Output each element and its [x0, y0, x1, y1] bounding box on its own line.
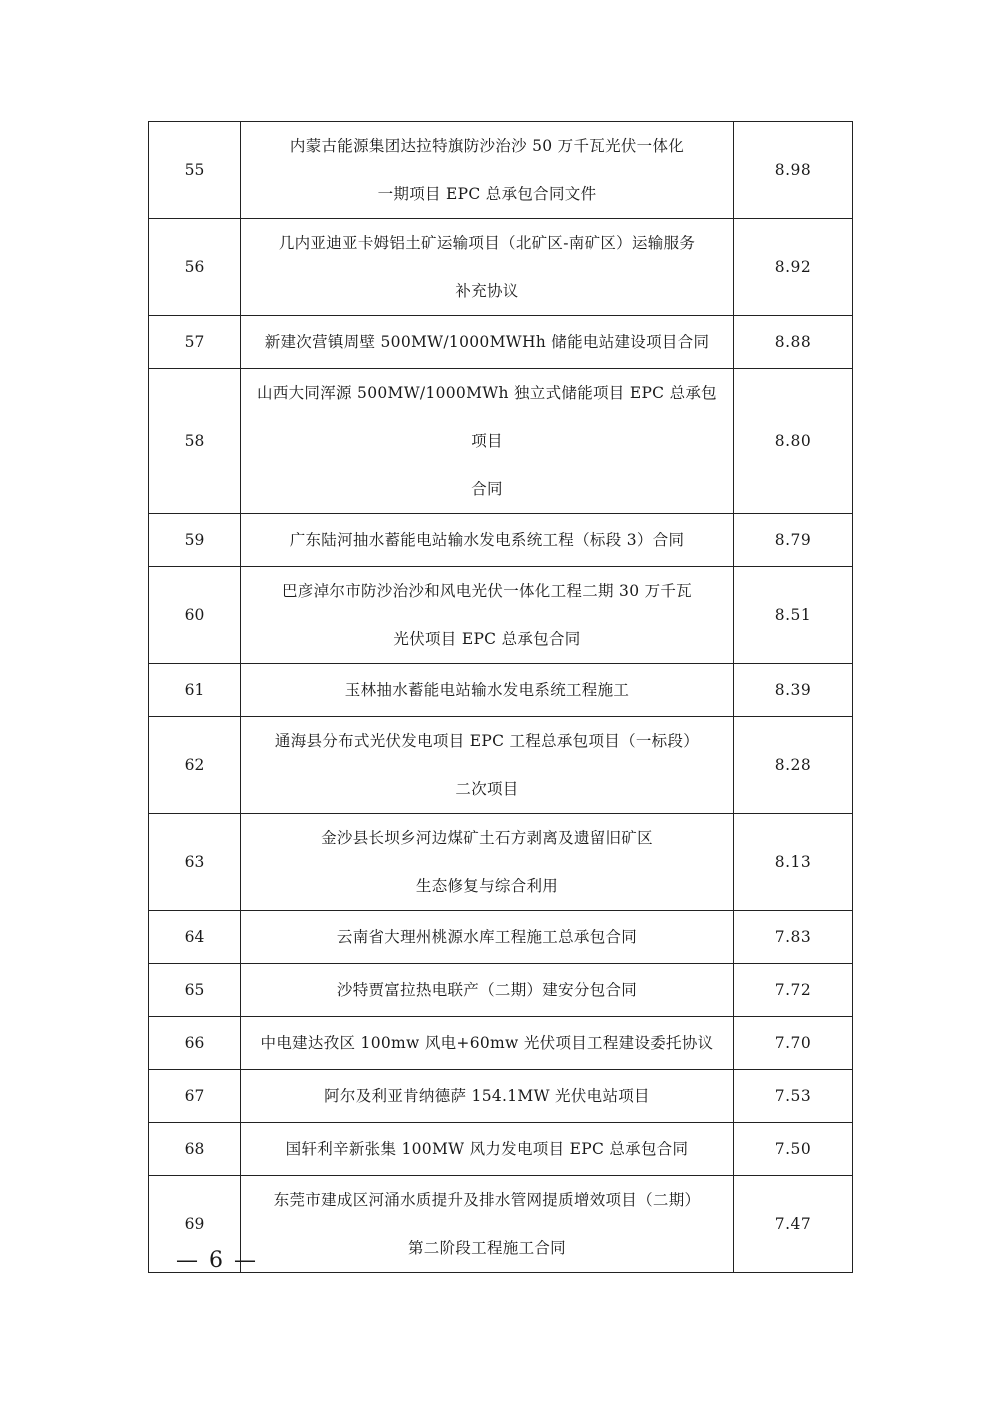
page-number: — 6 — [176, 1248, 258, 1273]
table-row [149, 219, 853, 316]
project-name-line: 巴彦淖尔市防沙治沙和风电光伏一体化工程二期 30 万千瓦 [282, 582, 692, 600]
project-name-line: 一期项目 EPC 总承包合同文件 [377, 185, 597, 203]
table-row [149, 911, 853, 964]
table-row [149, 964, 853, 1017]
project-name-line: 二次项目 [455, 780, 519, 798]
project-name-line: 沙特贾富拉热电联产（二期）建安分包合同 [336, 981, 638, 999]
project-name [241, 122, 734, 219]
row-number: 69 [149, 1176, 241, 1273]
contract-value: 7.72 [734, 964, 853, 1017]
table-row [149, 369, 853, 514]
contract-value: 8.98 [734, 122, 853, 219]
table-row [149, 514, 853, 567]
row-number: 60 [149, 567, 241, 664]
project-name-line: 光伏项目 EPC 总承包合同 [393, 630, 581, 648]
contract-value: 8.92 [734, 219, 853, 316]
project-name-line: 国轩利辛新张集 100MW 风力发电项目 EPC 总承包合同 [285, 1140, 689, 1158]
row-number: 58 [149, 369, 241, 514]
project-name-line: 中电建达孜区 100mw 风电+60mw 光伏项目工程建设委托协议 [260, 1034, 714, 1052]
row-number: 63 [149, 814, 241, 911]
project-name [241, 1017, 734, 1070]
project-name [241, 1070, 734, 1123]
table-row [149, 664, 853, 717]
project-name [241, 514, 734, 567]
project-name-line: 金沙县长坝乡河边煤矿土石方剥离及遗留旧矿区 [321, 829, 653, 847]
contract-value: 8.39 [734, 664, 853, 717]
project-name-line: 几内亚迪亚卡姆铝土矿运输项目（北矿区-南矿区）运输服务 [278, 234, 696, 252]
project-name-line: 广东陆河抽水蓄能电站输水发电系统工程（标段 3）合同 [289, 531, 685, 549]
row-number: 68 [149, 1123, 241, 1176]
row-number: 56 [149, 219, 241, 316]
project-name [241, 964, 734, 1017]
project-name-line: 生态修复与综合利用 [415, 877, 559, 895]
project-name-line: 山西大同浑源 500MW/1000MWh 独立式储能项目 EPC 总承包项目 [257, 384, 717, 450]
table-row [149, 316, 853, 369]
table-row [149, 122, 853, 219]
project-name-line: 补充协议 [455, 282, 519, 300]
project-name [241, 369, 734, 514]
contract-value: 8.80 [734, 369, 853, 514]
project-name [241, 316, 734, 369]
table-row [149, 1123, 853, 1176]
project-name-line: 内蒙古能源集团达拉特旗防沙治沙 50 万千瓦光伏一体化 [289, 137, 685, 155]
row-number: 57 [149, 316, 241, 369]
project-name [241, 911, 734, 964]
project-name [241, 219, 734, 316]
table-row [149, 717, 853, 814]
contract-value: 7.50 [734, 1123, 853, 1176]
contract-value: 8.88 [734, 316, 853, 369]
table-row [149, 567, 853, 664]
contract-value: 8.28 [734, 717, 853, 814]
project-name-line: 合同 [471, 480, 503, 498]
project-name-line: 阿尔及利亚肯纳德萨 154.1MW 光伏电站项目 [324, 1087, 650, 1105]
project-name [241, 1123, 734, 1176]
table-row [149, 1070, 853, 1123]
project-name [241, 1176, 734, 1273]
project-name [241, 567, 734, 664]
project-name-line: 通海县分布式光伏发电项目 EPC 工程总承包项目（一标段） [274, 732, 700, 750]
row-number: 62 [149, 717, 241, 814]
project-name [241, 814, 734, 911]
table-body [149, 122, 853, 1273]
project-name-line: 新建次营镇周壁 500MW/1000MWHh 储能电站建设项目合同 [264, 333, 710, 351]
project-name-line: 云南省大理州桃源水库工程施工总承包合同 [336, 928, 638, 946]
row-number: 59 [149, 514, 241, 567]
row-number: 64 [149, 911, 241, 964]
row-number: 65 [149, 964, 241, 1017]
project-name [241, 717, 734, 814]
contract-value: 8.13 [734, 814, 853, 911]
project-name-line: 第二阶段工程施工合同 [407, 1239, 566, 1257]
contract-value: 7.83 [734, 911, 853, 964]
table-row [149, 814, 853, 911]
row-number: 67 [149, 1070, 241, 1123]
row-number: 66 [149, 1017, 241, 1070]
project-name [241, 664, 734, 717]
row-number: 61 [149, 664, 241, 717]
contract-value: 8.51 [734, 567, 853, 664]
contract-value: 7.47 [734, 1176, 853, 1273]
project-name-line: 玉林抽水蓄能电站输水发电系统工程施工 [344, 681, 630, 699]
contract-value: 7.53 [734, 1070, 853, 1123]
contract-value: 7.70 [734, 1017, 853, 1070]
row-number: 55 [149, 122, 241, 219]
table-row [149, 1017, 853, 1070]
contracts-table [148, 121, 853, 1273]
project-name-line: 东莞市建成区河涌水质提升及排水管网提质增效项目（二期） [273, 1191, 701, 1209]
contract-value: 8.79 [734, 514, 853, 567]
